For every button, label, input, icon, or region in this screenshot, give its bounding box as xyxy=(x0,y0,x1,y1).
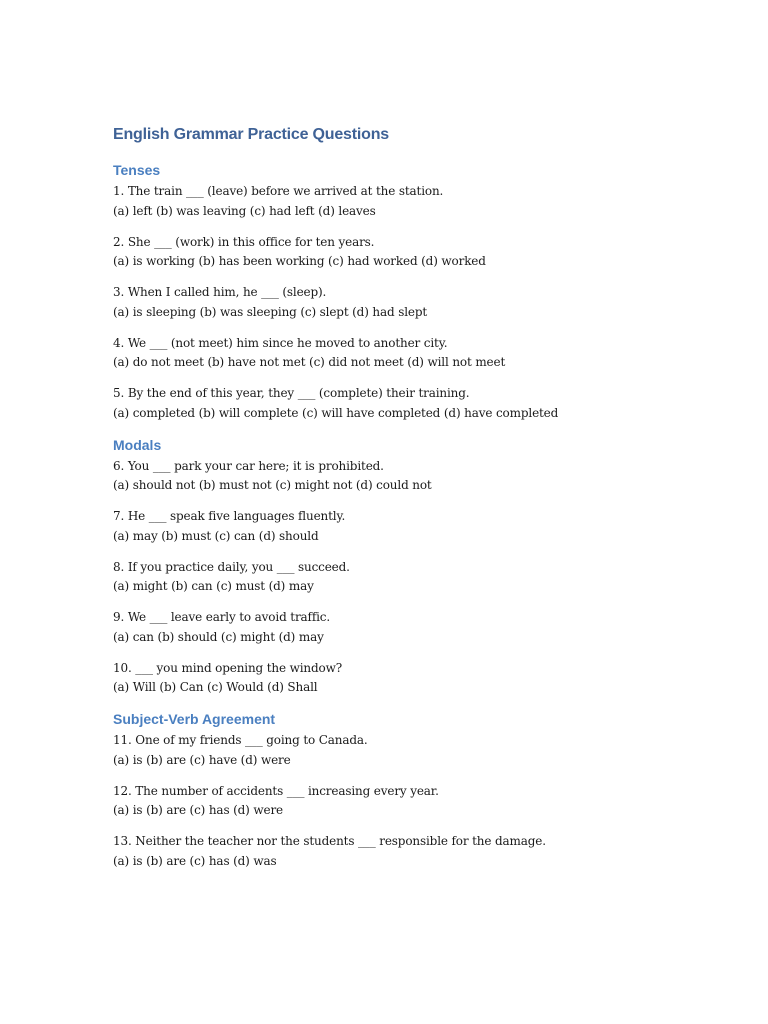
section-heading: Tenses xyxy=(113,162,161,178)
question-text: 4. We ___ (not meet) him since he moved to another city. xyxy=(113,335,448,350)
section-heading: Subject-Verb Agreement xyxy=(113,711,276,727)
question-options: (a) may (b) must (c) can (d) should xyxy=(113,528,319,543)
question-item xyxy=(113,384,733,423)
question-item xyxy=(113,457,733,496)
question-text: 13. Neither the teacher nor the students ___ responsible for the damage. xyxy=(113,834,546,848)
question-item xyxy=(113,182,733,221)
section-tenses xyxy=(113,160,733,423)
question-item xyxy=(113,782,733,821)
question-text: 1. The train ___ (leave) before we arrived at the station. xyxy=(113,184,444,198)
question-item xyxy=(113,832,733,871)
question-text: 11. One of my friends ___ going to Canada. xyxy=(113,733,368,747)
question-options: (a) is (b) are (c) has (d) was xyxy=(113,853,277,868)
question-options: (a) do not meet (b) have not met (c) did not meet (d) will not meet xyxy=(113,355,506,369)
question-options: (a) is (b) are (c) have (d) were xyxy=(113,752,291,767)
question-text: 5. By the end of this year, they ___ (complete) their training. xyxy=(113,386,470,400)
section-modals xyxy=(113,435,733,698)
question-options: (a) is working (b) has been working (c) had worked (d) worked xyxy=(113,254,486,268)
question-options: (a) completed (b) will complete (c) will have completed (d) have completed xyxy=(113,405,559,420)
question-item xyxy=(113,659,733,698)
section-subject-verb-agreement xyxy=(113,709,733,871)
question-item xyxy=(113,233,733,272)
question-options: (a) is sleeping (b) was sleeping (c) slept (d) had slept xyxy=(113,304,428,319)
question-options: (a) left (b) was leaving (c) had left (d) leaves xyxy=(113,203,376,218)
document-title: English Grammar Practice Questions xyxy=(113,126,389,143)
question-options: (a) might (b) can (c) must (d) may xyxy=(113,579,314,593)
question-item xyxy=(113,334,733,373)
question-item xyxy=(113,731,733,770)
question-text: 3. When I called him, he ___ (sleep). xyxy=(113,285,327,299)
document-page xyxy=(113,124,733,883)
question-text: 10. ___ you mind opening the window? xyxy=(113,660,343,675)
question-options: (a) Will (b) Can (c) Would (d) Shall xyxy=(113,680,318,694)
question-options: (a) is (b) are (c) has (d) were xyxy=(113,803,283,817)
question-options: (a) should not (b) must not (c) might not (d) could not xyxy=(113,478,432,492)
question-text: 6. You ___ park your car here; it is prohibited. xyxy=(113,458,384,473)
question-options: (a) can (b) should (c) might (d) may xyxy=(113,629,324,644)
question-item xyxy=(113,283,733,322)
question-text: 7. He ___ speak five languages fluently. xyxy=(113,509,346,523)
question-item xyxy=(113,608,733,647)
question-item xyxy=(113,558,733,597)
question-text: 12. The number of accidents ___ increasing every year. xyxy=(113,783,439,798)
question-item xyxy=(113,507,733,546)
question-text: 8. If you practice daily, you ___ succeed. xyxy=(113,559,350,574)
section-heading: Modals xyxy=(113,436,162,453)
question-text: 2. She ___ (work) in this office for ten years. xyxy=(113,234,375,249)
question-text: 9. We ___ leave early to avoid traffic. xyxy=(113,610,331,624)
